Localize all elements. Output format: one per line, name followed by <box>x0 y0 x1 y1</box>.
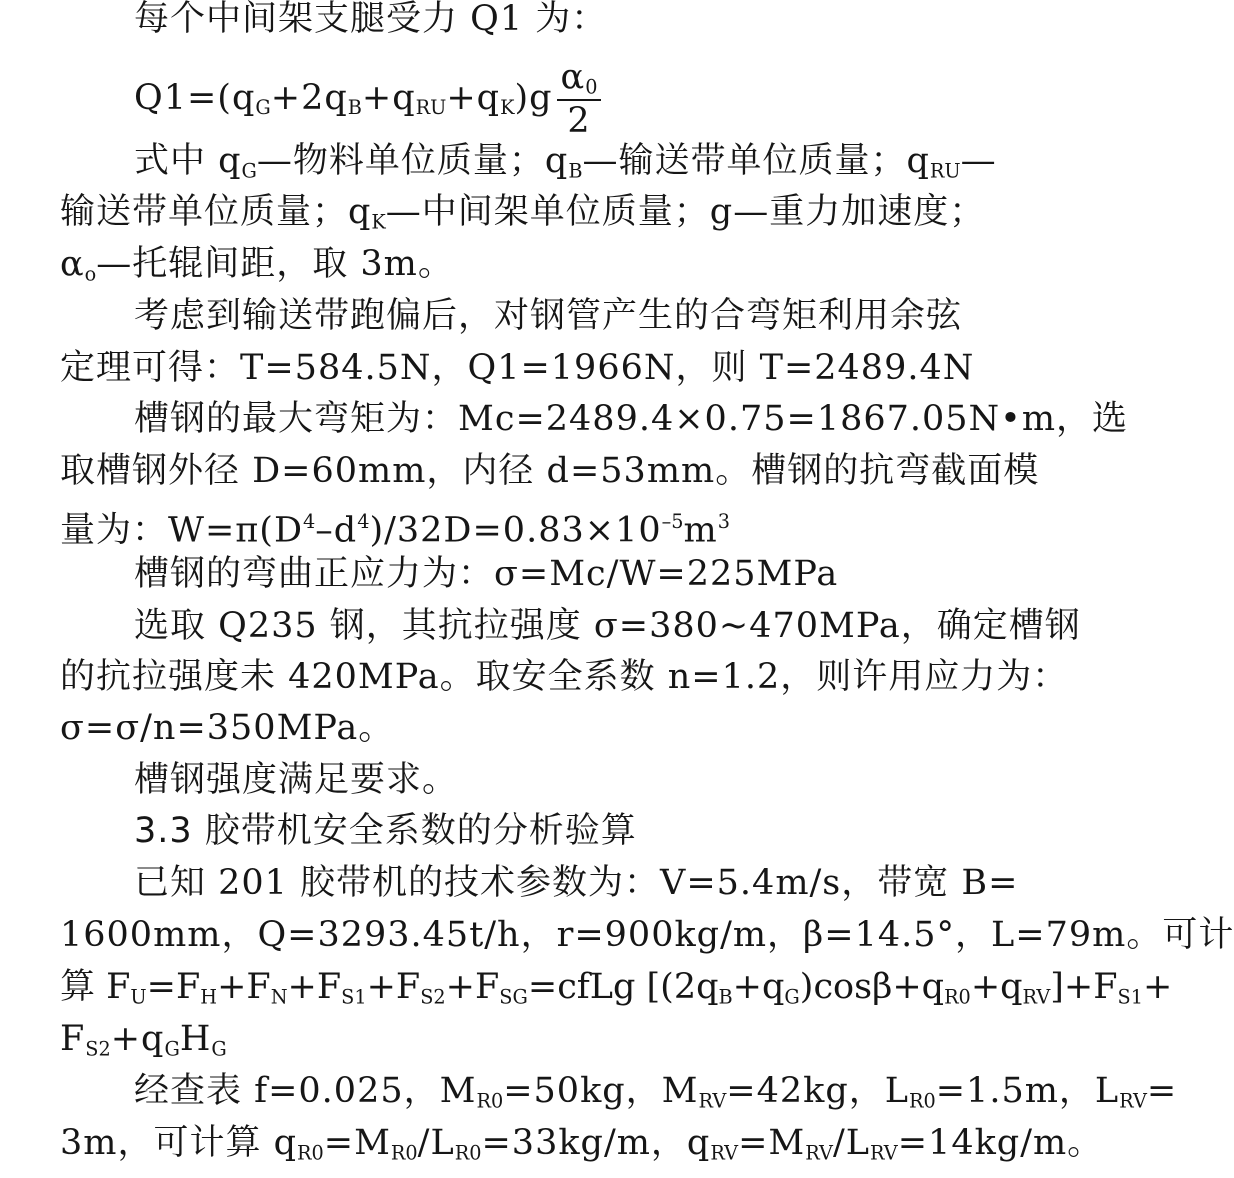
line-4: 输送带单位质量；$q_K—$中间架单位质量；g—重力加速度； <box>60 192 986 234</box>
line-12: 选取 Q235 钢，其抗拉强度 σ=380~470MPa，确定槽钢 <box>134 606 1081 646</box>
line-14: σ=σ/n=350MPa。 <box>60 708 395 748</box>
line-17: 已知 201 胶带机的技术参数为：V=5.4m/s，带宽 B= <box>134 863 1019 903</box>
line-10: 量为：$W=\pi(D^4-d^4)/32D=0.83\times 10^{-5}m^3$ <box>60 510 730 551</box>
line-19: 算 $F_U=F_H+F_N+F_{S1}+F_{S2}+F_{SG}=cfLg$ $[(2q_B+q_G)\cos\beta+q_{R0}+q_{RV}]+F_{S1}+$ <box>60 967 1173 1009</box>
line-6: 考虑到输送带跑偏后，对钢管产生的合弯矩利用余弦 <box>134 296 963 336</box>
line-3: 式中 $q_G—$物料单位质量；$q_B—$输送带单位质量；$q_{RU}—$ <box>134 141 997 183</box>
line-20: $F_{S2}+q_GH_G$ <box>60 1019 227 1061</box>
line-13: 的抗拉强度未 420MPa。取安全系数 n=1.2，则许用应力为： <box>60 657 1069 697</box>
line-5: $\alpha_o—$托辊间距，取 3m。 <box>60 244 454 286</box>
line-1: 每个中间架支腿受力 Q1 为： <box>134 0 608 39</box>
line-8: 槽钢的最大弯矩为：Mc=2489.4×0.75=1867.05N•m，选 <box>134 399 1129 439</box>
line-22: 3m，可计算 $q_{R0}=M_{R0}/L_{R0}=33kg/m$，$q_{RV}=M_{RV}/L_{RV}=14kg/m$。 <box>60 1123 1104 1165</box>
line-9: 取槽钢外径 D=60mm，内径 d=53mm。槽钢的抗弯截面模 <box>60 451 1040 491</box>
line-11: 槽钢的弯曲正应力为：σ=Mc/W=225MPa <box>134 554 839 594</box>
line-21: 经查表 f=0.025，$M_{R0}=50kg$，$M_{RV}=42kg$，$L_{R0}=1.5m$，$L_{RV}=$ <box>134 1071 1178 1113</box>
line-7: 定理可得：T=584.5N，Q1=1966N，则 T=2489.4N <box>60 348 975 388</box>
line-18: 1600mm，Q=3293.45t/h，r=900kg/m，β=14.5°，L=79m。可计 <box>60 915 1234 955</box>
formula-q1: $Q1=(q_G+2q_B+q_{RU}+q_K)g$ $\frac{\alpha_0}{2}$ <box>134 60 972 132</box>
line-15: 槽钢强度满足要求。 <box>134 760 459 800</box>
fraction: $\frac{\alpha_0}{2}$ <box>557 60 602 139</box>
section-heading: 3.3 胶带机安全系数的分析验算 <box>134 811 637 851</box>
